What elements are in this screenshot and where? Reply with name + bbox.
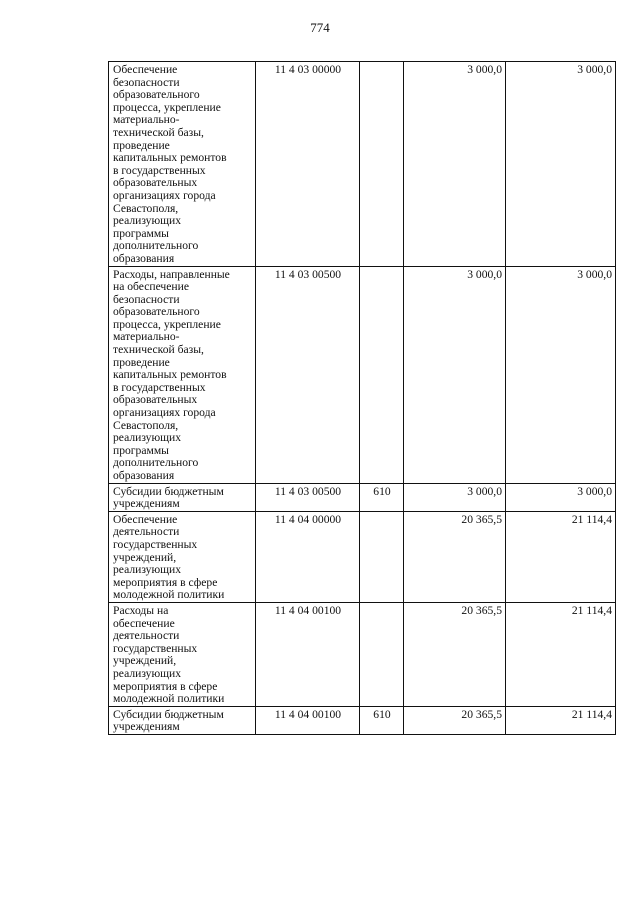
- amount-year-2: 3 000,0: [506, 62, 616, 267]
- target-code: 11 4 03 00500: [256, 483, 360, 511]
- item-name: Субсидии бюджетным учреждениям: [109, 483, 256, 511]
- expense-type: [360, 62, 404, 267]
- item-name: Расходы, направленные на обеспечение безопасности образовательного процесса, укрепление материально- технической базы, проведение капитальных ремонтов в государственных образовательных организациях города Севастополя, реализующих программы дополнительного образования: [109, 266, 256, 483]
- item-name: Расходы на обеспечение деятельности государственных учреждений, реализующих мероприятия в сфере молодежной политики: [109, 602, 256, 706]
- amount-year-2: 21 114,4: [506, 602, 616, 706]
- amount-year-1: 3 000,0: [404, 266, 506, 483]
- item-name: Субсидии бюджетным учреждениям: [109, 706, 256, 734]
- expense-type: 610: [360, 706, 404, 734]
- budget-table: [108, 61, 616, 735]
- amount-year-1: 3 000,0: [404, 62, 506, 267]
- amount-year-2: 3 000,0: [506, 266, 616, 483]
- item-name: Обеспечение безопасности образовательного процесса, укрепление материально- технической базы, проведение капитальных ремонтов в государственных образовательных организациях города Севастополя, реализующих программы дополнительного образования: [109, 62, 256, 267]
- item-name: Обеспечение деятельности государственных учреждений, реализующих мероприятия в сфере молодежной политики: [109, 511, 256, 602]
- amount-year-1: 20 365,5: [404, 706, 506, 734]
- table-row: [109, 266, 616, 483]
- table-row: [109, 602, 616, 706]
- amount-year-1: 20 365,5: [404, 511, 506, 602]
- target-code: 11 4 04 00100: [256, 706, 360, 734]
- expense-type: [360, 511, 404, 602]
- target-code: 11 4 03 00000: [256, 62, 360, 267]
- amount-year-1: 3 000,0: [404, 483, 506, 511]
- target-code: 11 4 04 00100: [256, 602, 360, 706]
- amount-year-2: 3 000,0: [506, 483, 616, 511]
- target-code: 11 4 03 00500: [256, 266, 360, 483]
- table-row: [109, 62, 616, 267]
- target-code: 11 4 04 00000: [256, 511, 360, 602]
- table-row: [109, 483, 616, 511]
- table-row: [109, 706, 616, 734]
- amount-year-2: 21 114,4: [506, 511, 616, 602]
- page-number: 774: [310, 20, 330, 35]
- expense-type: [360, 266, 404, 483]
- table-row: [109, 511, 616, 602]
- expense-type: 610: [360, 483, 404, 511]
- expense-type: [360, 602, 404, 706]
- amount-year-2: 21 114,4: [506, 706, 616, 734]
- amount-year-1: 20 365,5: [404, 602, 506, 706]
